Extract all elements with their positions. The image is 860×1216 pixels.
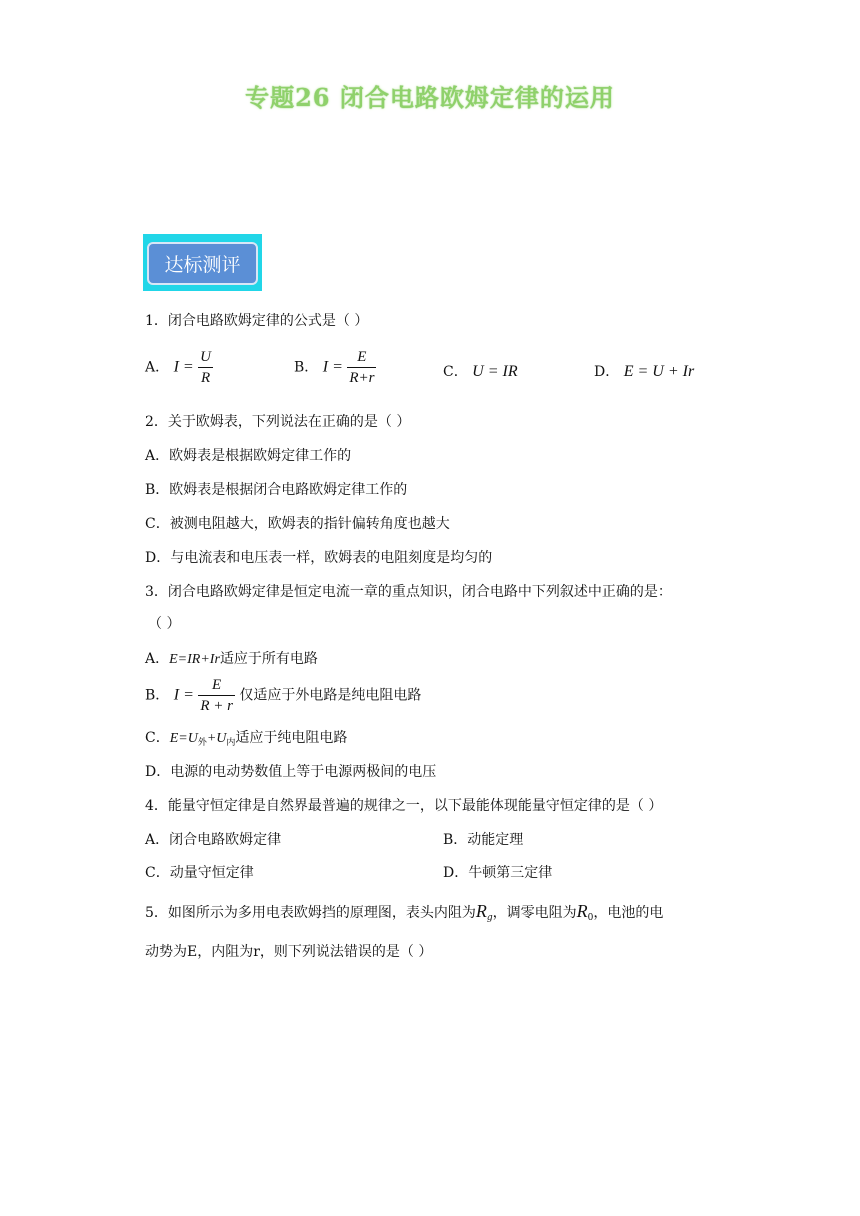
formula-lhs: I = (173, 686, 194, 704)
subscript: 外 (197, 738, 207, 748)
option-text: 仅适应于外电路是纯电阻电路 (239, 687, 422, 704)
question-3-option-c (145, 727, 347, 748)
subscript: 0 (587, 913, 594, 923)
option-label: A． (145, 359, 170, 376)
formula: E = U + Ir (623, 363, 695, 380)
option-label: A． (145, 651, 170, 667)
option-text: 适应于纯电阻电路 (235, 730, 348, 746)
subscript: 内 (226, 738, 236, 748)
stem-text: ，调零电阻为 (492, 905, 577, 921)
question-1-option-b (294, 348, 376, 387)
fraction (347, 348, 376, 387)
question-5-stem (145, 901, 663, 923)
option-label: B． (294, 359, 319, 376)
stem-text: 5．如图所示为多用电表欧姆挡的原理图，表头内阻为 (145, 905, 476, 921)
fraction-numerator: U (198, 348, 213, 368)
fraction-numerator: E (347, 348, 376, 368)
question-4-option-a: A．闭合电路欧姆定律 (145, 832, 282, 848)
formula-lhs: I = (322, 358, 343, 376)
page-title: 专题26 闭合电路欧姆定律的运用 (245, 83, 615, 112)
fraction-denominator: R (200, 370, 211, 386)
fraction (198, 348, 213, 387)
question-4-stem: 4．能量守恒定律是自然界最普遍的规律之一，以下最能体现能量守恒定律的是（ ） (145, 798, 663, 814)
symbol-rg: R (475, 901, 487, 921)
formula: U = IR (472, 363, 518, 380)
stem-text: ，电池的电 (593, 905, 664, 921)
question-1-option-d (594, 361, 694, 381)
question-5-stem-line-2: 动势为E，内阻为r，则下列说法错误的是（ ） (145, 944, 433, 960)
formula-lhs: I = (173, 358, 194, 376)
formula: E=IR+Ir (169, 652, 220, 667)
question-1-option-a (145, 348, 213, 387)
question-2-stem: 2．关于欧姆表，下列说法在正确的是（ ） (145, 414, 411, 430)
question-3-stem: 3．闭合电路欧姆定律是恒定电流一章的重点知识，闭合电路中下列叙述中正确的是： (145, 584, 672, 600)
option-label: D． (594, 364, 620, 380)
fraction-denominator: R + r (200, 698, 233, 714)
question-2-option-a: A．欧姆表是根据欧姆定律工作的 (145, 448, 352, 464)
fraction-denominator: R+r (349, 370, 375, 386)
fraction-numerator: E (198, 676, 235, 696)
question-2-option-d: D．与电流表和电压表一样，欧姆表的电阻刻度是均匀的 (145, 550, 493, 566)
option-label: B． (145, 687, 170, 704)
formula: E=U (169, 731, 198, 746)
question-2-option-b: B．欧姆表是根据闭合电路欧姆定律工作的 (145, 482, 408, 498)
question-3-stem-parens: （ ） (148, 616, 181, 632)
option-label: C． (443, 364, 468, 380)
question-3-option-b (145, 676, 421, 715)
formula: +U (206, 731, 227, 746)
question-2-option-c: C．被测电阻越大，欧姆表的指针偏转角度也越大 (145, 516, 450, 532)
option-label: C． (145, 730, 170, 746)
symbol-r0: R (576, 901, 588, 921)
question-4-option-b: B．动能定理 (443, 832, 524, 848)
fraction (198, 676, 235, 715)
question-4-option-d: D．牛顿第三定律 (443, 865, 553, 881)
section-badge: 达标测评 (147, 242, 258, 285)
section-badge-frame (143, 234, 262, 291)
question-3-option-d: D．电源的电动势数值上等于电源两极间的电压 (145, 764, 437, 780)
question-3-option-a (145, 648, 318, 668)
question-1-option-c (443, 361, 518, 381)
question-4-option-c: C．动量守恒定律 (145, 865, 254, 881)
subscript: g (486, 913, 493, 923)
option-text: 适应于所有电路 (219, 651, 318, 667)
question-1-stem: 1．闭合电路欧姆定律的公式是（ ） (145, 313, 369, 329)
